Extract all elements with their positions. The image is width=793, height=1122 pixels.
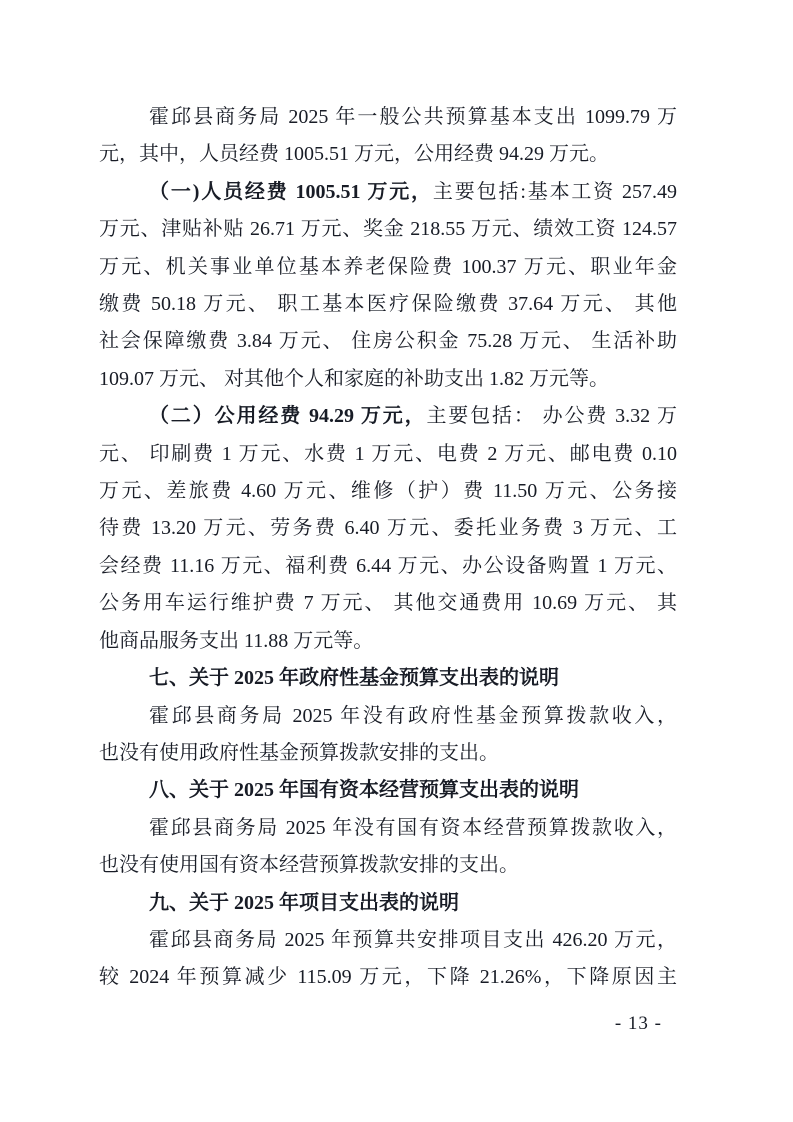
document-body	[99, 99, 677, 997]
text-line	[99, 810, 677, 847]
text-line	[99, 323, 677, 360]
bold-text-segment: 八、关于 2025 年国有资本经营预算支出表的说明	[149, 779, 579, 802]
text-segment: 也没有使用国有资本经营预算拨款安排的支出。	[99, 854, 519, 877]
bold-text-segment: （一)人员经费 1005.51 万元，	[149, 180, 433, 203]
bold-text-segment: 九、关于 2025 年项目支出表的说明	[149, 891, 459, 914]
bold-text-segment: （二）公用经费 94.29 万元，	[149, 405, 427, 428]
text-segment: 会经费 11.16 万元、福利费 6.44 万元、办公设备购置 1 万元、	[99, 554, 677, 577]
text-segment: 霍邱县商务局 2025 年没有政府性基金预算拨款收入，	[149, 704, 677, 727]
text-line	[99, 398, 677, 435]
text-line	[99, 99, 677, 136]
text-segment: 万元、津贴补贴 26.71 万元、奖金 218.55 万元、绩效工资 124.57	[99, 218, 677, 241]
text-segment: 公务用车运行维护费 7 万元、 其他交通费用 10.69 万元、 其	[99, 592, 677, 615]
text-segment: 霍邱县商务局 2025 年一般公共预算基本支出 1099.79 万	[149, 106, 677, 128]
text-segment: 万元、差旅费 4.60 万元、维修（护）费 11.50 万元、公务接	[99, 480, 677, 503]
text-line	[99, 548, 677, 585]
text-line	[99, 847, 677, 884]
text-segment: 元、 印刷费 1 万元、水费 1 万元、电费 2 万元、邮电费 0.10	[99, 442, 677, 465]
text-line	[99, 885, 677, 922]
text-segment: 元，其中，人员经费 1005.51 万元，公用经费 94.29 万元。	[99, 143, 609, 166]
text-segment: 缴费 50.18 万元、 职工基本医疗保险缴费 37.64 万元、 其他	[99, 293, 677, 316]
text-line	[99, 211, 677, 248]
text-segment: 待费 13.20 万元、劳务费 6.40 万元、委托业务费 3 万元、工	[99, 517, 677, 540]
text-line	[99, 585, 677, 622]
text-line	[99, 735, 677, 772]
text-segment: 他商品服务支出 11.88 万元等。	[99, 629, 374, 652]
text-line	[99, 623, 677, 660]
text-line	[99, 174, 677, 211]
text-line	[99, 136, 677, 173]
text-segment: 霍邱县商务局 2025 年没有国有资本经营预算拨款收入，	[149, 816, 677, 839]
text-line	[99, 660, 677, 697]
page-number: - 13 -	[614, 1013, 662, 1034]
text-line	[99, 436, 677, 473]
text-segment: 社会保障缴费 3.84 万元、 住房公积金 75.28 万元、 生活补助	[99, 330, 677, 353]
text-line	[99, 361, 677, 398]
text-line	[99, 922, 677, 959]
text-line	[99, 510, 677, 547]
text-segment: 较 2024 年预算减少 115.09 万元，下降 21.26%，下降原因主	[99, 966, 677, 989]
text-line	[99, 772, 677, 809]
text-segment: 主要包括： 办公费 3.32 万	[426, 405, 678, 428]
text-segment: 霍邱县商务局 2025 年预算共安排项目支出 426.20 万元，	[149, 928, 677, 951]
text-line	[99, 473, 677, 510]
text-segment: 主要包括:基本工资 257.49	[432, 180, 677, 203]
text-line	[99, 286, 677, 323]
text-segment: 也没有使用政府性基金预算拨款安排的支出。	[99, 741, 499, 764]
bold-text-segment: 七、关于 2025 年政府性基金预算支出表的说明	[149, 667, 559, 690]
text-segment: 万元、机关事业单位基本养老保险费 100.37 万元、职业年金	[99, 255, 677, 278]
text-segment: 109.07 万元、 对其他个人和家庭的补助支出 1.82 万元等。	[99, 367, 609, 390]
text-line	[99, 698, 677, 735]
text-line	[99, 249, 677, 286]
text-line	[99, 959, 677, 996]
